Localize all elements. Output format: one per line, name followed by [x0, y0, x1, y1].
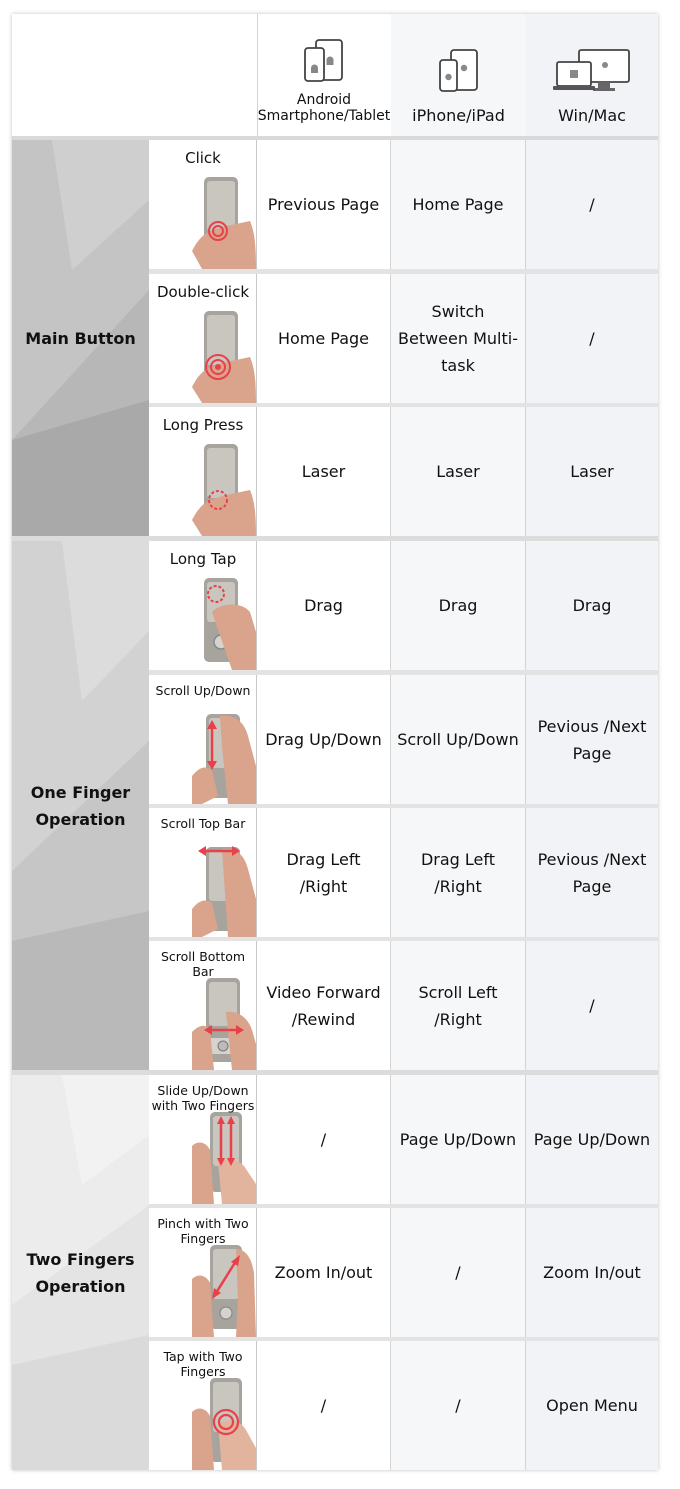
ios-cell: Drag Left /Right — [391, 808, 526, 937]
group-title: One Finger Operation — [30, 782, 131, 829]
gesture-name: Tap with Two Fingers — [163, 1349, 243, 1379]
android-cell: Home Page — [257, 274, 391, 403]
android-label-line1: Android — [296, 92, 352, 108]
desktop-cell: / — [526, 140, 658, 269]
gesture-name: Double-click — [156, 283, 250, 301]
table-row — [149, 1075, 658, 1204]
remote-scroll-up-down-icon — [192, 706, 256, 804]
header-ios — [391, 14, 526, 136]
table-row — [149, 274, 658, 403]
desktop-cell: / — [526, 274, 658, 403]
header-android — [257, 14, 391, 136]
android-cell: Previous Page — [257, 140, 391, 269]
gesture-mapping-table — [12, 14, 658, 1470]
android-cell: / — [257, 1075, 391, 1204]
remote-pinch-icon — [192, 1239, 256, 1337]
header-desktop — [526, 14, 658, 136]
ios-cell: Scroll Up/Down — [391, 675, 526, 804]
remote-scroll-top-bar-icon — [192, 839, 256, 937]
group-two-fingers — [12, 1075, 149, 1470]
gesture-cell — [149, 1341, 257, 1470]
gesture-cell — [149, 140, 257, 269]
gesture-cell — [149, 407, 257, 536]
table-row — [149, 941, 658, 1070]
desktop-cell: Drag — [526, 541, 658, 670]
android-cell: Video Forward /Rewind — [257, 941, 391, 1070]
ios-cell: Drag — [391, 541, 526, 670]
table-row — [149, 1208, 658, 1337]
group-title: Two Fingers Operation — [26, 1249, 135, 1296]
remote-long-tap-icon — [192, 572, 256, 670]
android-phone-tablet-icon — [302, 38, 346, 84]
table-row — [149, 1341, 658, 1470]
gesture-cell — [149, 941, 257, 1070]
gesture-name: Slide Up/Down with Two Fingers — [151, 1083, 255, 1113]
desktop-cell: Zoom In/out — [526, 1208, 658, 1337]
desktop-cell: Pevious /Next Page — [526, 675, 658, 804]
table-row — [149, 140, 658, 269]
android-cell: Drag — [257, 541, 391, 670]
gesture-name: Long Tap — [169, 550, 237, 568]
ios-cell: / — [391, 1341, 526, 1470]
desktop-cell: Laser — [526, 407, 658, 536]
remote-two-finger-slide-icon — [192, 1106, 256, 1204]
android-cell: Drag Up/Down — [257, 675, 391, 804]
desktop-cell: Open Menu — [526, 1341, 658, 1470]
gesture-cell — [149, 274, 257, 403]
header-desktop-label: Win/Mac — [558, 106, 626, 125]
table-row — [149, 541, 658, 670]
table-header — [12, 14, 658, 136]
gesture-cell — [149, 675, 257, 804]
remote-long-press-icon — [192, 438, 256, 536]
table-row — [149, 675, 658, 804]
apple-phone-tablet-icon — [437, 48, 481, 94]
laptop-desktop-icon — [553, 48, 631, 94]
gesture-cell — [149, 1075, 257, 1204]
group-one-finger — [12, 541, 149, 1070]
table-row — [149, 407, 658, 536]
android-label-line2: Smartphone/Tablet — [257, 108, 391, 124]
desktop-cell: Page Up/Down — [526, 1075, 658, 1204]
android-cell: / — [257, 1341, 391, 1470]
gesture-cell — [149, 1208, 257, 1337]
remote-scroll-bottom-bar-icon — [192, 972, 256, 1070]
gesture-name: Scroll Top Bar — [160, 816, 246, 831]
header-android-label — [258, 92, 391, 124]
ios-cell: Laser — [391, 407, 526, 536]
remote-two-finger-tap-icon — [192, 1372, 256, 1470]
header-empty-cell — [12, 14, 257, 136]
ios-cell: / — [391, 1208, 526, 1337]
gesture-name: Click — [185, 149, 221, 167]
group-main-button — [12, 140, 149, 536]
table-row — [149, 808, 658, 937]
remote-double-click-icon — [192, 305, 256, 403]
desktop-cell: Pevious /Next Page — [526, 808, 658, 937]
remote-click-icon — [192, 171, 256, 269]
header-ios-label: iPhone/iPad — [412, 106, 505, 125]
ios-cell: Scroll Left /Right — [391, 941, 526, 1070]
android-cell: Zoom In/out — [257, 1208, 391, 1337]
desktop-cell: / — [526, 941, 658, 1070]
group-title: Main Button — [25, 328, 136, 348]
android-cell: Laser — [257, 407, 391, 536]
gesture-name: Scroll Bottom Bar — [160, 949, 246, 979]
gesture-name: Long Press — [162, 416, 244, 434]
ios-cell: Switch Between Multi-task — [391, 274, 526, 403]
gesture-name: Pinch with Two Fingers — [157, 1216, 249, 1246]
ios-cell: Page Up/Down — [391, 1075, 526, 1204]
gesture-cell — [149, 808, 257, 937]
gesture-name: Scroll Up/Down — [155, 683, 251, 698]
gesture-cell — [149, 541, 257, 670]
android-cell: Drag Left /Right — [257, 808, 391, 937]
ios-cell: Home Page — [391, 140, 526, 269]
